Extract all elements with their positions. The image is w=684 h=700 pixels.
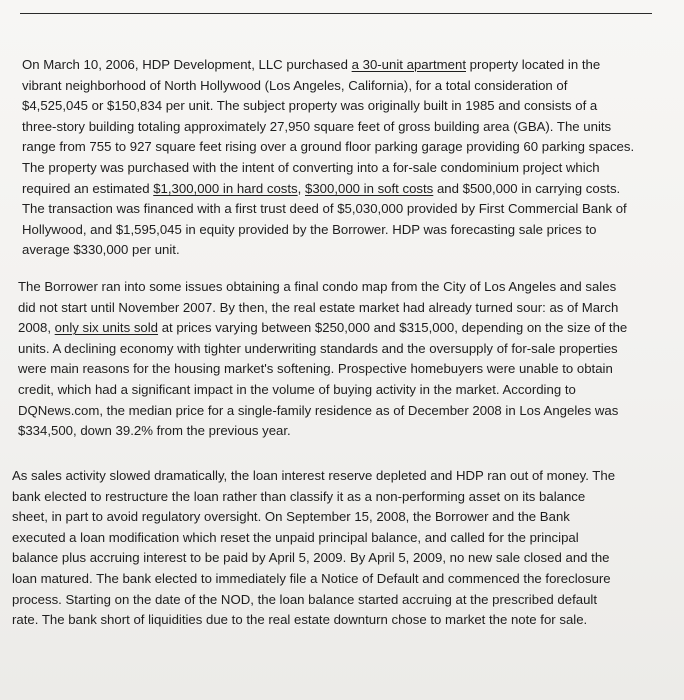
text-line [22, 158, 662, 179]
paragraph-acquisition [22, 55, 662, 261]
text-segment: 2008, [18, 320, 55, 336]
text-segment: were main reasons for the housing market's softening. Prospective homebuyers were unable to obtain [18, 361, 613, 377]
text-line [22, 199, 662, 220]
text-segment: balance plus accruing interest to be paid by April 5, 2009. By April 5, 2009, no new sale closed and the [12, 550, 610, 566]
text-segment: $334,500, down 39.2% from the previous year. [18, 423, 291, 439]
text-segment: The property was purchased with the intent of converting into a for-sale condominium project which [22, 159, 600, 175]
text-line [12, 487, 672, 508]
top-divider-line [20, 13, 652, 14]
underlined-phrase: $1,300,000 in hard costs [153, 180, 298, 196]
text-line [12, 507, 672, 528]
text-segment: range from 755 to 927 square feet rising over a ground floor parking garage providing 60 parking spaces. [22, 139, 635, 155]
text-line [22, 137, 662, 158]
text-segment: vibrant neighborhood of North Hollywood (Los Angeles, California), for a total consideration of [22, 77, 568, 93]
text-segment: bank elected to restructure the loan rather than classify it as a non-performing asset on its balance [12, 488, 586, 504]
text-segment: DQNews.com, the median price for a single-family residence as of December 2008 in Los Angeles was [18, 402, 619, 418]
text-line [18, 421, 666, 442]
text-segment: The transaction was financed with a first trust deed of $5,030,000 provided by First Commercial Bank of [22, 201, 627, 217]
text-segment: at prices varying between $250,000 and $315,000, depending on the size of the [158, 320, 628, 336]
text-line [12, 610, 672, 631]
text-segment: and $500,000 in carrying costs. [433, 180, 621, 196]
text-line [18, 380, 666, 401]
text-line [22, 96, 662, 117]
text-segment: , [297, 180, 305, 196]
text-line [22, 240, 662, 261]
underlined-phrase: a 30-unit apartment [351, 57, 466, 72]
text-segment: did not start until November 2007. By then, the real estate market had already turned sour: as of March [18, 299, 619, 315]
text-line [18, 318, 666, 339]
paragraph-loan-default [12, 466, 672, 631]
text-segment: process. Starting on the date of the NOD, the loan balance started accruing at the prescribed default [12, 591, 597, 607]
text-segment: As sales activity slowed dramatically, the loan interest reserve depleted and HDP ran out of money. The [12, 468, 616, 483]
text-line [18, 359, 666, 380]
text-line [12, 466, 672, 487]
text-line [18, 298, 666, 319]
text-line [18, 401, 666, 422]
text-segment: required an estimated [22, 180, 154, 196]
underlined-phrase: $300,000 in soft costs [304, 180, 434, 196]
text-line [22, 117, 662, 138]
text-segment: rate. The bank short of liquidities due to the real estate downturn chose to market the note for sale. [12, 612, 588, 628]
text-line [22, 76, 662, 97]
text-line [12, 528, 672, 549]
text-line [18, 339, 666, 360]
text-line [22, 179, 662, 200]
text-segment: units. A declining economy with tighter underwriting standards and the oversupply of for-sale properties [18, 340, 618, 356]
text-line [12, 569, 672, 590]
text-line [12, 548, 672, 569]
text-line [22, 220, 662, 241]
paragraph-sales-issues [18, 277, 666, 442]
text-segment: Hollywood, and $1,595,045 in equity provided by the Borrower. HDP was forecasting sale prices to [22, 221, 597, 237]
text-segment: sheet, in part to avoid regulatory oversight. On September 15, 2008, the Borrower and the Bank [12, 509, 570, 525]
text-segment: executed a loan modification which reset the unpaid principal balance, and called for the principal [12, 529, 579, 545]
text-segment: loan matured. The bank elected to immediately file a Notice of Default and commenced the foreclosure [12, 570, 611, 586]
text-segment: credit, which had a significant impact in the volume of buying activity in the market. According to [18, 381, 576, 397]
text-line [22, 55, 662, 76]
text-segment: The Borrower ran into some issues obtaining a final condo map from the City of Los Angeles and sales [18, 279, 617, 294]
text-segment: On March 10, 2006, HDP Development, LLC purchased [22, 57, 352, 72]
text-segment: $4,525,045 or $150,834 per unit. The subject property was originally built in 1985 and consists of a [22, 98, 598, 114]
text-line [18, 277, 666, 298]
text-line [12, 590, 672, 611]
underlined-phrase: only six units sold [54, 320, 159, 336]
text-segment: average $330,000 per unit. [22, 242, 180, 258]
text-segment: property located in the [466, 57, 601, 72]
text-segment: three-story building totaling approximately 27,950 square feet of gross building area (GBA). The units [22, 118, 612, 134]
